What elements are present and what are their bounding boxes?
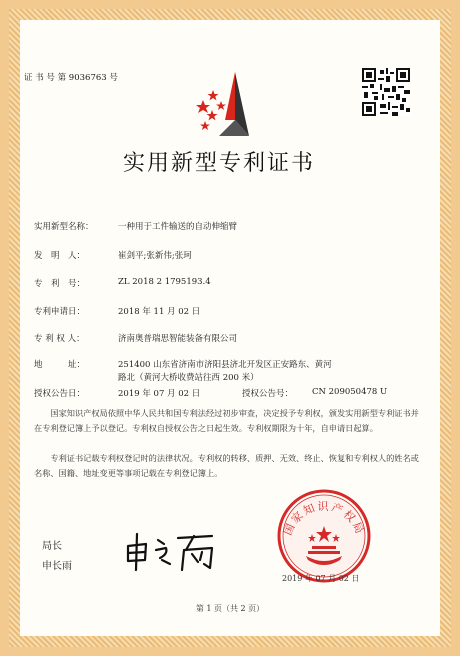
name-value: 一种用于工件输送的自动伸缩臂 (118, 222, 238, 232)
announce-number-label: 授权公告号： (242, 389, 294, 399)
patent-label: 专 利 号： (34, 279, 86, 289)
holder-value: 济南奥普瑞思智能装备有限公司 (118, 334, 238, 344)
patent-value: ZL 2018 2 1795193.4 (118, 277, 211, 287)
inventor-label: 发 明 人： (34, 251, 86, 261)
certificate-title: 实用新型专利证书 (123, 151, 316, 176)
cnipa-logo-icon (195, 70, 263, 140)
official-seal-icon (276, 488, 372, 584)
address-line-2: 路北（黄河大桥收费站往西 200 米） (118, 373, 259, 383)
address-label: 地 址： (34, 360, 86, 370)
inventor-value: 崔剑平;张新伟;张珂 (118, 251, 192, 261)
certificate-paper (20, 20, 440, 636)
application-date-label: 专利申请日： (34, 307, 86, 317)
address-line-1: 251400 山东省济南市济阳县济北开发区正安路东、黄河 (118, 360, 332, 370)
signatory-title: 局长 (42, 541, 62, 552)
certificate-number: 证 书 号 第 9036763 号 (24, 73, 118, 83)
announce-date-value: 2019 年 07 月 02 日 (118, 389, 201, 399)
holder-label: 专 利 权 人： (34, 334, 85, 344)
legal-status-paragraph: 专利证书记载专利权登记时的法律状况。专利权的转移、质押、无效、终止、恢复和专利权人的姓名或名称、国籍、地址变更等事项记载在专利登记簿上。 (34, 453, 419, 478)
signatory-name: 申长雨 (42, 561, 72, 572)
handwritten-signature (120, 524, 220, 574)
page-number: 第 1 页（共 2 页） (195, 604, 265, 613)
announce-date-label: 授权公告日： (34, 389, 86, 399)
seal-text-path: 国家知识产权局 (281, 499, 367, 538)
announce-number-value: CN 209050478 U (312, 387, 388, 397)
qr-code-icon (362, 68, 410, 116)
seal-date: 2019 年 07 月 02 日 (282, 574, 360, 583)
name-label: 实用新型名称： (34, 222, 94, 232)
application-date-value: 2018 年 11 月 02 日 (118, 307, 201, 317)
grant-paragraph: 国家知识产权局依照中华人民共和国专利法经过初步审查，决定授予专利权，颁发实用新型专利证书并在专利登记簿上予以登记。专利权自授权公告之日起生效。专利权期限为十年，自申请日起算。 (34, 408, 419, 433)
